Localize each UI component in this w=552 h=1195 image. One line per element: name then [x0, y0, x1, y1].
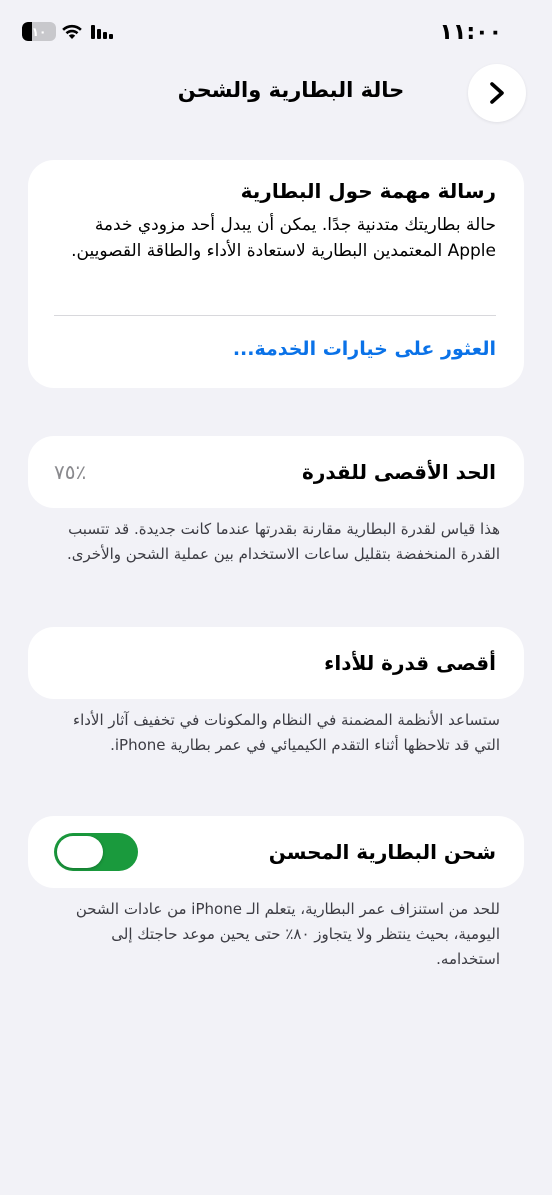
page-title: حالة البطارية والشحن: [177, 78, 405, 102]
optimized-charging-label: شحن البطارية المحسن: [268, 840, 496, 864]
wifi-icon: [61, 24, 83, 40]
optimized-charging-toggle[interactable]: [54, 833, 138, 871]
maximum-capacity-footnote: هذا قياس لقدرة البطارية مقارنة بقدرتها عندما كانت جديدة. قد تتسبب القدرة المنخفضة بتقليل ساعات الاستخدام بين عملية الشحن والأخرى.: [67, 520, 500, 563]
optimized-charging-footnote: للحد من استنزاف عمر البطارية، يتعلم الـ iPhone من عادات الشحن اليومية، بحيث ينتظر ولا يتجاوز ٨٠٪ حتى يحين موعد حاجتك إلى استخدامه.: [75, 900, 500, 968]
message-title: رسالة مهمة حول البطارية: [240, 179, 496, 203]
status-time: ١١:٠٠: [439, 20, 502, 45]
optimized-charging-row: [28, 816, 524, 888]
maximum-capacity-row: [28, 436, 524, 508]
peak-performance-row: [28, 627, 524, 699]
divider: [54, 315, 496, 316]
back-button[interactable]: [468, 64, 526, 122]
maximum-capacity-label: الحد الأقصى للقدرة: [302, 460, 496, 484]
battery-icon: [22, 22, 56, 41]
status-bar: [0, 0, 552, 64]
peak-performance-label: أقصى قدرة للأداء: [324, 651, 496, 675]
battery-percent: ١٠: [31, 24, 47, 39]
cellular-signal-icon: [91, 24, 113, 40]
message-body: حالة بطاريتك متدنية جدًا. يمكن أن يبدل أحد مزودي خدمة Apple المعتمدين البطارية لاستعادة الأداء والطاقة القصويين.: [71, 215, 496, 261]
chevron-right-icon: [486, 81, 508, 105]
maximum-capacity-value: ٪٧٥: [54, 460, 87, 484]
find-service-options-link[interactable]: العثور على خيارات الخدمة...: [232, 338, 496, 360]
important-battery-message-card: [28, 160, 524, 388]
status-icons: [22, 22, 113, 41]
battery-indicator: [22, 22, 53, 41]
toggle-knob: [57, 836, 103, 868]
peak-performance-footnote: ستساعد الأنظمة المضمنة في النظام والمكونات في تخفيف آثار الأداء التي قد تلاحظها أثناء التقدم الكيميائي في عمر بطارية iPhone.: [73, 711, 500, 754]
